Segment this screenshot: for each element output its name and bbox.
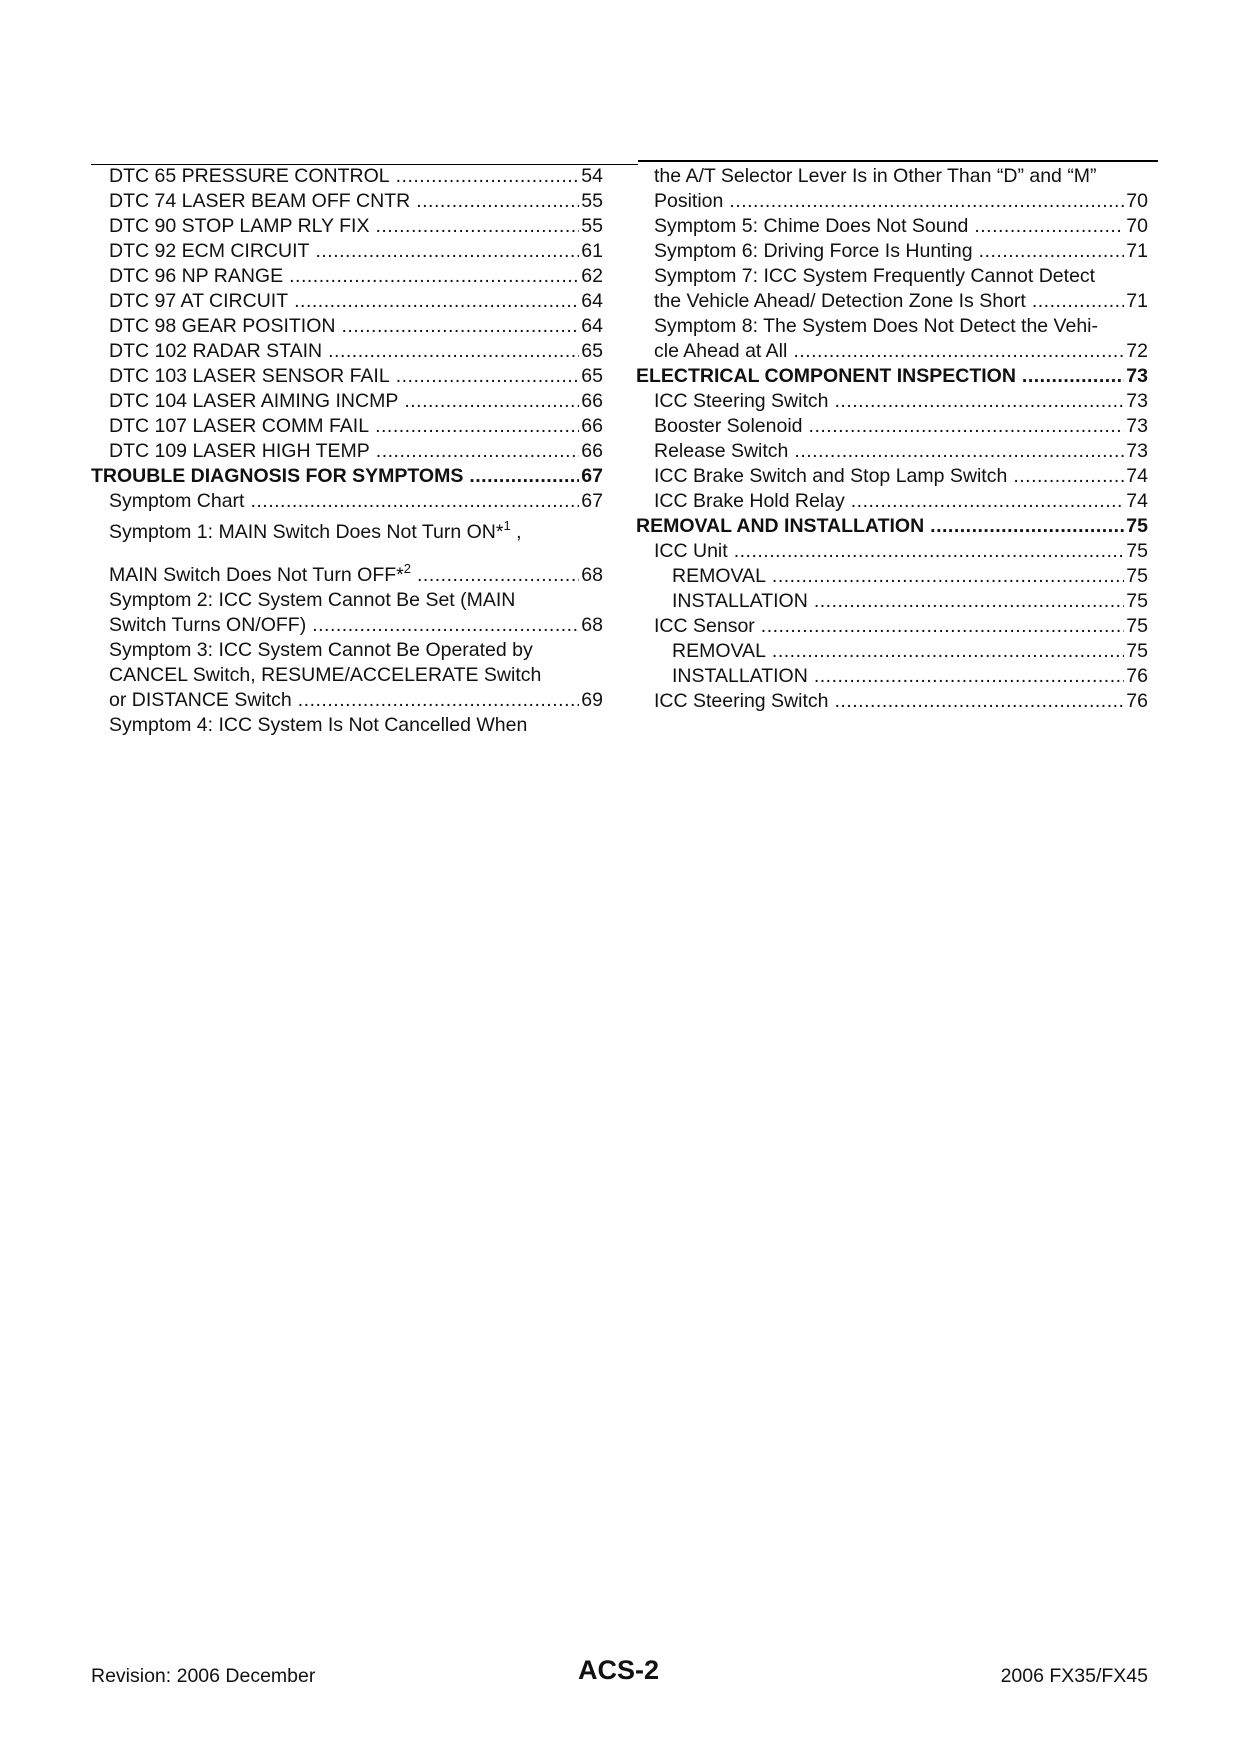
toc-entry[interactable]: Booster Solenoid ..... 73 <box>636 414 1148 439</box>
toc-entry[interactable]: Switch Turns ON/OFF) ..... 68 <box>91 613 603 638</box>
toc-entry[interactable]: ICC Brake Switch and Stop Lamp Switch ..... 74 <box>636 464 1148 489</box>
toc-entry[interactable]: DTC 65 PRESSURE CONTROL ..... 54 <box>91 164 603 189</box>
toc-subentry[interactable]: REMOVAL ..... 75 <box>636 564 1148 589</box>
toc-entry[interactable]: DTC 104 LASER AIMING INCMP ..... 66 <box>91 389 603 414</box>
toc-entry-wrapped[interactable]: Symptom 8: The System Does Not Detect the Vehi- <box>654 315 1098 337</box>
toc-entry[interactable]: DTC 109 LASER HIGH TEMP ..... 66 <box>91 439 603 464</box>
toc-entry[interactable]: DTC 98 GEAR POSITION ..... 64 <box>91 314 603 339</box>
toc-entry-wrapped[interactable]: Symptom 7: ICC System Frequently Cannot Detect <box>654 265 1096 287</box>
toc-subentry[interactable]: REMOVAL ..... 75 <box>636 639 1148 664</box>
toc-right-column <box>636 164 1148 714</box>
toc-entry[interactable]: the Vehicle Ahead/ Detection Zone Is Short ..... 71 <box>636 289 1148 314</box>
toc-section-heading[interactable]: ELECTRICAL COMPONENT INSPECTION ..... 73 <box>636 364 1148 389</box>
toc-entry[interactable]: Symptom Chart ..... 67 <box>91 489 603 514</box>
toc-entry[interactable]: DTC 102 RADAR STAIN ..... 65 <box>91 339 603 364</box>
toc-entry[interactable]: DTC 96 NP RANGE ..... 62 <box>91 264 603 289</box>
toc-entry[interactable]: MAIN Switch Does Not Turn OFF*$^2$ ..... 68 <box>91 551 603 588</box>
footer-model: 2006 FX35/FX45 <box>1000 1665 1148 1687</box>
toc-entry[interactable]: DTC 107 LASER COMM FAIL ..... 66 <box>91 414 603 439</box>
toc-entry[interactable]: cle Ahead at All ..... 72 <box>636 339 1148 364</box>
toc-entry[interactable]: ICC Steering Switch ..... 76 <box>636 689 1148 714</box>
toc-entry[interactable]: DTC 97 AT CIRCUIT ..... 64 <box>91 289 603 314</box>
toc-entry[interactable]: DTC 103 LASER SENSOR FAIL ..... 65 <box>91 364 603 389</box>
toc-entry[interactable]: Symptom 6: Driving Force Is Hunting ..... 71 <box>636 239 1148 264</box>
header-rule <box>638 160 1158 162</box>
toc-entry-wrapped[interactable]: Symptom 2: ICC System Cannot Be Set (MAIN <box>109 589 516 611</box>
toc-entry-wrapped[interactable]: Symptom 3: ICC System Cannot Be Operated by <box>109 639 533 661</box>
toc-section-heading[interactable]: TROUBLE DIAGNOSIS FOR SYMPTOMS ..... 67 <box>91 464 603 489</box>
toc-entry[interactable]: DTC 92 ECM CIRCUIT ..... 61 <box>91 239 603 264</box>
toc-entry[interactable]: DTC 90 STOP LAMP RLY FIX ..... 55 <box>91 214 603 239</box>
toc-entry-wrapped[interactable]: the A/T Selector Lever Is in Other Than “D” and “M” <box>654 165 1097 187</box>
toc-entry-wrapped[interactable]: CANCEL Switch, RESUME/ACCELERATE Switch <box>109 664 542 686</box>
toc-entry[interactable]: Symptom 5: Chime Does Not Sound ..... 70 <box>636 214 1148 239</box>
footer-revision: Revision: 2006 December <box>91 1665 316 1687</box>
toc-entry-wrapped[interactable]: Symptom 1: MAIN Switch Does Not Turn ON*$^1$ , <box>109 518 522 543</box>
toc-entry-wrapped[interactable]: Symptom 4: ICC System Is Not Cancelled When <box>109 714 528 736</box>
toc-entry[interactable]: ICC Brake Hold Relay ..... 74 <box>636 489 1148 514</box>
toc-entry[interactable]: ICC Unit ..... 75 <box>636 539 1148 564</box>
toc-section-heading[interactable]: REMOVAL AND INSTALLATION ..... 75 <box>636 514 1148 539</box>
toc-entry[interactable]: Release Switch ..... 73 <box>636 439 1148 464</box>
footer-page-number: ACS-2 <box>578 1655 660 1685</box>
toc-entry[interactable]: Position ..... 70 <box>636 189 1148 214</box>
toc-subentry[interactable]: INSTALLATION ..... 75 <box>636 589 1148 614</box>
toc-entry[interactable]: or DISTANCE Switch ..... 69 <box>91 688 603 713</box>
toc-entry[interactable]: ICC Steering Switch ..... 73 <box>636 389 1148 414</box>
toc-entry[interactable]: DTC 74 LASER BEAM OFF CNTR ..... 55 <box>91 189 603 214</box>
toc-subentry[interactable]: INSTALLATION ..... 76 <box>636 664 1148 689</box>
toc-left-column <box>91 164 603 738</box>
toc-entry[interactable]: ICC Sensor ..... 75 <box>636 614 1148 639</box>
